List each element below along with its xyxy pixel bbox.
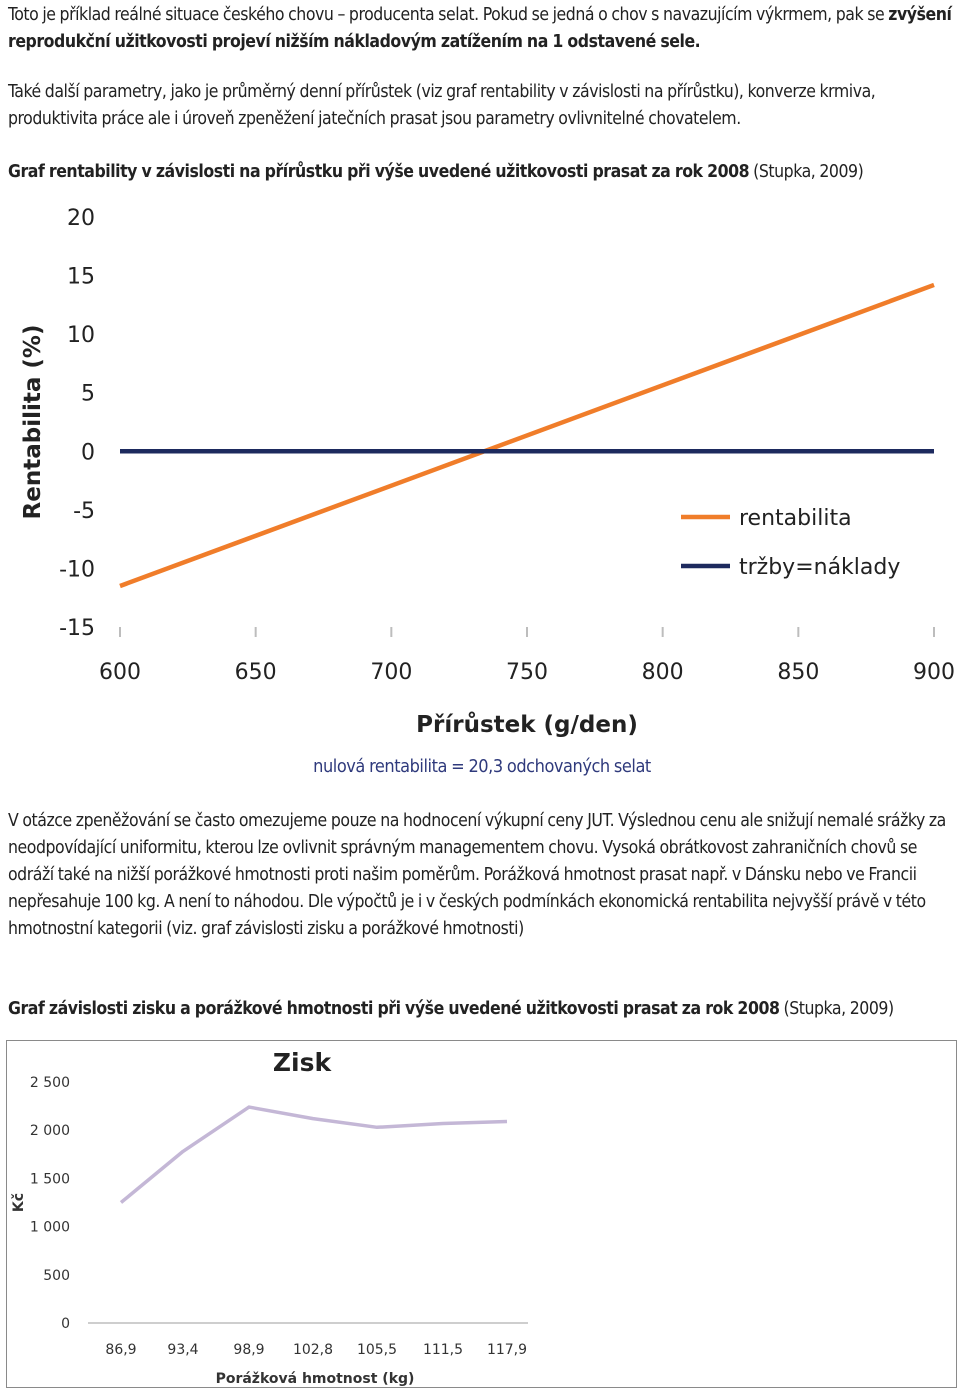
chart1-caption-source: (Stupka, 2009) [749, 162, 864, 182]
chart2-caption [8, 996, 956, 1023]
chart2-caption-source: (Stupka, 2009) [779, 999, 894, 1019]
zero-profitability-note: nulová rentabilita = 20,3 odchovaných selat [313, 756, 651, 777]
x-tick-label: 98,9 [233, 1342, 265, 1358]
intro-paragraph [8, 2, 956, 56]
y-tick-label: 15 [67, 264, 95, 290]
x-tick-label: 700 [370, 660, 413, 685]
x-tick-label: 850 [777, 660, 820, 685]
chart1-caption-title: Graf rentability v závislosti na přírůstku při výše uvedené užitkovosti prasat za rok 2008 [8, 162, 750, 182]
y-tick-label: -15 [59, 616, 95, 641]
chart2-caption-title: Graf závislosti zisku a porážkové hmotnosti při výše uvedené užitkovosti prasat za rok 2008 [8, 999, 780, 1019]
x-tick-label: 111,5 [422, 1342, 464, 1358]
profitability-chart [0, 195, 960, 745]
y-axis-label: Kč [11, 1192, 27, 1213]
rentabilita-line [120, 285, 934, 586]
x-tick-label: 750 [506, 660, 548, 685]
legend-label: rentabilita [739, 506, 852, 531]
x-tick-label: 93,4 [167, 1342, 199, 1358]
x-axis-label: Přírůstek (g/den) [416, 712, 638, 738]
y-tick-label: 0 [81, 440, 95, 466]
intro-bold-text: zvýšení reprodukční užitkovosti projeví nižším nákladovým zatížením na 1 odstavené sele. [8, 5, 952, 52]
x-tick-label: 117,9 [486, 1342, 528, 1358]
y-tick-label: 2 500 [29, 1075, 70, 1091]
y-tick-label: 1 000 [29, 1219, 70, 1236]
y-tick-label: 10 [67, 323, 95, 349]
y-tick-label: 2 000 [29, 1123, 70, 1140]
x-tick-label: 86,9 [105, 1342, 137, 1358]
parameters-paragraph: Také další parametry, jako je průměrný denní přírůstek (viz graf rentability v závislosti na přírůstku), konverze krmiva, produktivita práce ale i úroveň zpeněžení jatečních prasat jsou parametry ovlivnitelné chovatelem. [8, 82, 876, 129]
x-tick-label: 105,5 [356, 1342, 398, 1358]
legend-label: tržby=náklady [739, 555, 901, 580]
chart-frame [7, 1041, 957, 1388]
x-tick-label: 900 [913, 660, 955, 685]
x-tick-label: 800 [641, 660, 684, 685]
x-tick-label: 102,8 [292, 1342, 334, 1358]
y-tick-label: -10 [59, 557, 95, 583]
y-tick-label: -5 [73, 498, 95, 524]
chart-title: Zisk [272, 1048, 332, 1077]
chart1-caption [8, 159, 956, 186]
x-tick-label: 600 [99, 660, 141, 685]
intro-text: Toto je příklad reálné situace českého chovu – producenta selat. Pokud se jedná o chov s navazujícím výkrmem, pak se [8, 5, 889, 25]
x-axis-label: Porážková hmotnost (kg) [215, 1371, 415, 1387]
y-axis-label: Rentabilita (%) [20, 324, 46, 520]
y-tick-label: 20 [67, 206, 95, 231]
x-tick-label: 650 [234, 660, 277, 685]
pricing-paragraph: V otázce zpeněžování se často omezujeme pouze na hodnocení výkupní ceny JUT. Výslednou cenu ale snižují nemalé srážky za neodpovídající uniformitu, kterou lze ovlivnit správným managementem chovu. Vysoká obrátkovost zahraničních chovů se odráží také na nižší porážkové hmotnosti proti našim poměrům. Porážková hmotnost prasat např. v Dánsku nebo ve Francii nepřesahuje 100 kg. A není to náhodou. Dle výpočtů je i v českých podmínkách ekonomická rentabilita nejvyšší právě v této hmotnostní kategorii (viz. graf závislosti zisku a porážkové hmotnosti) [8, 811, 946, 939]
y-tick-label: 0 [61, 1316, 70, 1332]
profit-weight-chart [6, 1040, 958, 1390]
y-tick-label: 5 [81, 381, 95, 407]
y-tick-label: 1 500 [29, 1171, 70, 1188]
y-tick-label: 500 [43, 1267, 70, 1284]
